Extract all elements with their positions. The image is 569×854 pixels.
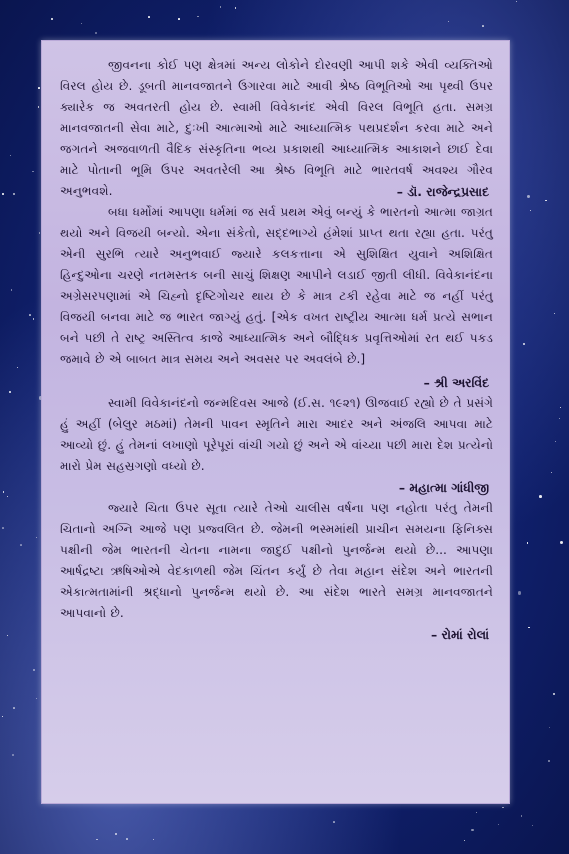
star: [32, 171, 33, 172]
star: [115, 833, 117, 835]
star: [553, 693, 554, 694]
star: [464, 840, 465, 841]
star: [530, 210, 531, 211]
star: [559, 418, 560, 419]
star: [11, 289, 12, 290]
star: [81, 23, 83, 25]
star: [20, 544, 22, 546]
star: [2, 193, 4, 195]
star: [153, 839, 154, 840]
star: [51, 18, 53, 20]
star: [545, 200, 546, 201]
star: [476, 812, 478, 814]
star: [560, 407, 561, 408]
star: [498, 824, 499, 825]
star: [2, 527, 4, 529]
quote-text-2: બધા ધર્મોમાં આપણા ધર્મમાં જ સર્વ પ્રથમ એવું બન્યું કે ભારતનો આત્મા જાગ્રત થયો અને વિજયી બન્યો. એના સંકેતો, સદ્દભાગ્યે હંમેશાં પ્રાપ્ત થતા રહ્યા હતા. પરંતુ એની સુરભિ ત્યારે અનુભવાઈ જ્યારે કલકત્તાના એ સુશિક્ષિત યુવાને અશિક્ષિત હિન્દુઓના ચરણે નતમસ્તક બની સાચું શિક્ષણ આપીને લડાઈ જીતી લીધી. વિવેકાનંદના અગ્રેસરપણામાં એ ચિહ્નો દૃષ્ટિગોચર થાય છે કે માત્ર ટકી રહેવા માટે જ નહીં પરંતુ વિજયી બનવા માટે જ ભારત જાગ્યું હતું. [એક વખત રાષ્ટ્રીય આત્મા ધર્મ પ્રત્યે સભાન બને પછી તે રાષ્ટ્ર અસ્તિત્વ કાજે આધ્યાત્મિક અને બૌદ્ધિક પ્રવૃત્તિઓમાં રત થઈ પકડ જમાવે છે એ બાબત માત્ર સમય અને અવસર પર અવલંબે છે.]: [60, 205, 493, 366]
star: [527, 542, 528, 543]
quote-author-1: – ડૉ. રાજેન્દ્રપ્રસાદ: [396, 184, 489, 199]
star: [551, 472, 552, 473]
star: [555, 441, 556, 442]
star: [33, 318, 34, 319]
star: [471, 829, 473, 831]
star: [10, 155, 11, 156]
star: [9, 391, 11, 393]
star: [220, 6, 222, 8]
star: [502, 807, 504, 809]
star: [548, 760, 550, 762]
quote-author-3: – મહાત્મા ગાંધીજી: [398, 480, 489, 495]
star: [527, 195, 531, 199]
star: [539, 495, 542, 498]
star: [554, 313, 555, 314]
star: [96, 839, 97, 840]
quote-text-3: સ્વામી વિવેકાનંદનો જન્મદિવસ આજે (ઈ.સ. ૧૯૨૧) ઊજવાઈ રહ્યો છે તે પ્રસંગે હું અહીં (બેલુર મઠમાં) તેમની પાવન સ્મૃતિને મારા આદર અને અંજલિ આપવા માટે આવ્યો છું. હું તેમનાં લખાણો પૂરેપૂરાં વાંચી ગયો છું અને એ વાંચ્યા પછી મારા દેશ પ્રત્યેનો મારો પ્રેમ સહસ્રગણો વધ્યો છે.: [60, 396, 493, 473]
star: [235, 7, 237, 9]
quotes-panel: [41, 40, 510, 804]
star: [29, 314, 31, 316]
quote-text-1: જીવનના કોઈ પણ ક્ષેત્રમાં અન્ય લોકોને દોરવણી આપી શકે એવી વ્યક્તિઓ વિરલ હોય છે. ડૂબતી માનવજાતને ઉગારવા માટે આવી શ્રેષ્ઠ વિભૂતિઓ આ પૃથ્વી ઉપર ક્યારેક જ અવતરતી હોય છે. સ્વામી વિવેકાનંદ એવી વિરલ વિભૂતિ હતા. સમગ્ર માનવજાતની સેવા માટે, દુઃખી આત્માઓ માટે આધ્યાત્મિક પથપ્રદર્શન કરવા માટે અને જગતને અજવાળતી વૈદિક સંસ્કૃતિના ભવ્ય પ્રકાશથી આધ્યાત્મિક આકાશને છાઈ દેવા માટે પોતાની ભૂમિ ઉપર અવતરેલી આ શ્રેષ્ઠ વિભૂતિ માટે ભારતવર્ષ અવશ્ય ગૌરવ અનુભવશે.: [60, 58, 493, 198]
star: [7, 635, 8, 636]
star: [38, 87, 40, 89]
star: [482, 25, 484, 27]
quote-author-4: – રોમાં રોલાં: [430, 627, 489, 642]
star: [518, 591, 521, 594]
star: [2, 716, 3, 717]
quote-text-4: જ્યારે ચિતા ઉપર સૂતા ત્યારે તેઓ ચાલીસ વર્ષના પણ નહોતા પરંતુ તેમની ચિતાનો અગ્નિ આજે પણ પ્રજ્વલિત છે. જેમની ભસ્મમાંથી પ્રાચીન સમયના ફિનિક્સ પક્ષીની જેમ ભારતની ચેતના નામના જાદુઈ પક્ષીનો પુનર્જન્મ થયો છે... આપણા આર્ષદ્રષ્ટા ઋષિઓએ વેદકાળથી જેમ ચિંતન કર્યું છે તેવા મહાન સંદેશ અને ભારતની એકાત્મતામાંની શ્રદ્ધાનો પુનર્જન્મ થયો છે. આ સંદેશ ભારતે સમગ્ર માનવજાતને આપવાનો છે.: [60, 501, 493, 620]
star: [560, 541, 563, 544]
star: [333, 821, 335, 823]
star: [521, 815, 523, 817]
star: [7, 496, 9, 498]
star: [126, 838, 128, 840]
star: [36, 698, 37, 699]
star: [38, 106, 40, 108]
star: [3, 491, 4, 492]
star: [528, 627, 530, 629]
quote-author-2: – શ્રી અરવિંદ: [423, 375, 489, 390]
star: [13, 193, 15, 195]
star: [12, 754, 14, 756]
star: [148, 16, 150, 18]
star: [523, 343, 525, 345]
star: [95, 32, 97, 34]
star: [178, 18, 180, 20]
star: [36, 537, 38, 539]
star: [516, 1, 517, 2]
star: [448, 21, 449, 22]
star: [532, 825, 533, 826]
star: [33, 669, 36, 672]
star: [13, 707, 15, 709]
star: [197, 16, 199, 18]
star: [17, 367, 18, 368]
star: [549, 727, 550, 728]
